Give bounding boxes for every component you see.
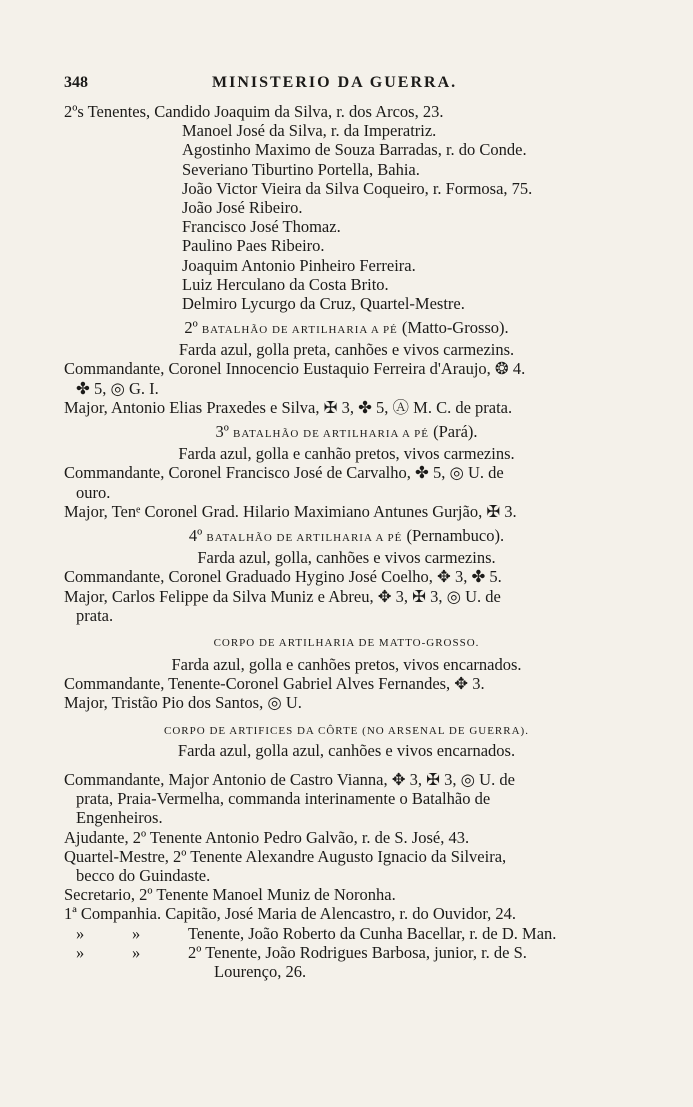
tenente-entry: Severiano Tiburtino Portella, Bahia.	[182, 159, 420, 179]
running-title: MINISTERIO DA GUERRA.	[212, 74, 458, 91]
corpo-mt-commandant: Commandante, Tenente-Coronel Gabriel Alves Fernandes, ✥ 3.	[64, 674, 485, 694]
bat3-heading: 3º BATALHÃO DE ARTILHARIA A PÉ (Pará).	[215, 422, 478, 441]
artifices-secretario: Secretario, 2º Tenente Manoel Muniz de Noronha.	[64, 885, 396, 905]
artifices-commandant: Commandante, Major Antonio de Castro Vianna, ✥ 3, ✠ 3, ◎ U. de	[64, 770, 515, 789]
bat2-major: Major, Antonio Elias Praxedes e Silva, ✠ 3, ✤ 5, Ⓐ M. C. de prata.	[64, 397, 513, 417]
artifices-tenente: » » Tenente, João Roberto da Cunha Bacellar, r. de D. Man.	[64, 924, 629, 943]
bat4-commandant: Commandante, Coronel Graduado Hygino José Coelho, ✥ 3, ✤ 5.	[64, 567, 502, 587]
tenente-entry: Joaquim Antonio Pinheiro Ferreira.	[182, 255, 416, 275]
bat4-major: Major, Carlos Felippe da Silva Muniz e Abreu, ✥ 3, ✠ 3, ◎ U. de	[64, 586, 501, 606]
tenente-entry: João José Ribeiro.	[182, 197, 303, 217]
bat2-uniform: Farda azul, golla preta, canhões e vivos carmezins.	[178, 340, 515, 360]
artifices-commandant-cont: prata, Praia-Vermelha, commanda interinamente o Batalhão de	[76, 789, 491, 809]
bat2-commandant-cont: ✤ 5, ◎ G. I.	[76, 378, 159, 398]
ditto-mark: »	[132, 923, 141, 943]
corpo-artifices-heading: CORPO DE ARTIFICES DA CÔRTE (NO ARSENAL DE GUERRA).	[164, 724, 529, 737]
tenente-entry: Delmiro Lycurgo da Cruz, Quartel-Mestre.	[182, 293, 465, 313]
tenente-entry: Francisco José Thomaz.	[182, 217, 341, 237]
bat3-uniform: Farda azul, golla e canhão pretos, vivos carmezins.	[178, 444, 515, 464]
page-number: 348	[64, 74, 88, 91]
corpo-mt-uniform: Farda azul, golla e canhões pretos, vivos encarnados.	[171, 655, 522, 675]
bat4-heading: 4º BATALHÃO DE ARTILHARIA A PÉ (Pernambuco).	[188, 525, 505, 545]
tenente-entry: João Victor Vieira da Silva Coqueiro, r. Formosa, 75.	[182, 178, 533, 198]
bat3-major: Major, Tenᵉ Coronel Grad. Hilario Maximiano Antunes Gurjão, ✠ 3.	[64, 501, 517, 521]
corpo-mt-major: Major, Tristão Pio dos Santos, ◎ U.	[64, 693, 302, 713]
tenentes-first-line	[64, 102, 629, 121]
corpo-artifices-uniform: Farda azul, golla azul, canhões e vivos encarnados.	[177, 740, 516, 760]
tenente-entry: Luiz Herculano da Costa Brito.	[182, 274, 389, 294]
artifices-2-tenente: » » 2º Tenente, João Rodrigues Barbosa, junior, r. de S.	[64, 943, 629, 962]
artifices-ajudante: Ajudante, 2º Tenente Antonio Pedro Galvão, r. de S. José, 43.	[64, 827, 470, 847]
bat4-major-cont: prata.	[76, 605, 114, 625]
ditto-mark: »	[132, 942, 141, 962]
bat4-uniform: Farda azul, golla, canhões e vivos carmezins.	[197, 548, 496, 568]
page-body	[64, 102, 629, 981]
ditto-mark: »	[76, 923, 85, 943]
bat2-commandant: Commandante, Coronel Innocencio Eustaquio Ferreira d'Araujo, ❂ 4.	[64, 359, 526, 379]
tenentes-first-name: Candido Joaquim da Silva, r. dos Arcos, 23.	[154, 102, 444, 121]
bat3-commandant-cont: ouro.	[76, 482, 111, 502]
artifices-companhia-1: 1ª Companhia. Capitão, José Maria de Alencastro, r. do Ouvidor, 24.	[64, 904, 517, 924]
bat2-heading: 2º BATALHÃO DE ARTILHARIA A PÉ (Matto-Grosso).	[184, 318, 509, 338]
ditto-mark: »	[76, 942, 85, 962]
page-header	[64, 74, 629, 98]
tenentes-label: 2ºs Tenentes,	[64, 102, 151, 121]
artifices-quartel-mestre: Quartel-Mestre, 2º Tenente Alexandre Augusto Ignacio da Silveira,	[64, 846, 507, 866]
tenente-entry: Agostinho Maximo de Souza Barradas, r. do Conde.	[182, 140, 527, 160]
artifices-quartel-mestre-cont: becco do Guindaste.	[76, 865, 211, 885]
artifices-2-tenente-cont: Lourenço, 26.	[214, 961, 307, 981]
artifices-commandant-cont: Engenheiros.	[76, 808, 163, 828]
tenente-entry: Paulino Paes Ribeiro.	[182, 236, 325, 256]
corpo-mt-heading: CORPO DE ARTILHARIA DE MATTO-GROSSO.	[213, 636, 480, 649]
bat3-commandant: Commandante, Coronel Francisco José de Carvalho, ✤ 5, ◎ U. de	[64, 463, 504, 483]
tenente-entry: Manoel José da Silva, r. da Imperatriz.	[182, 121, 437, 141]
